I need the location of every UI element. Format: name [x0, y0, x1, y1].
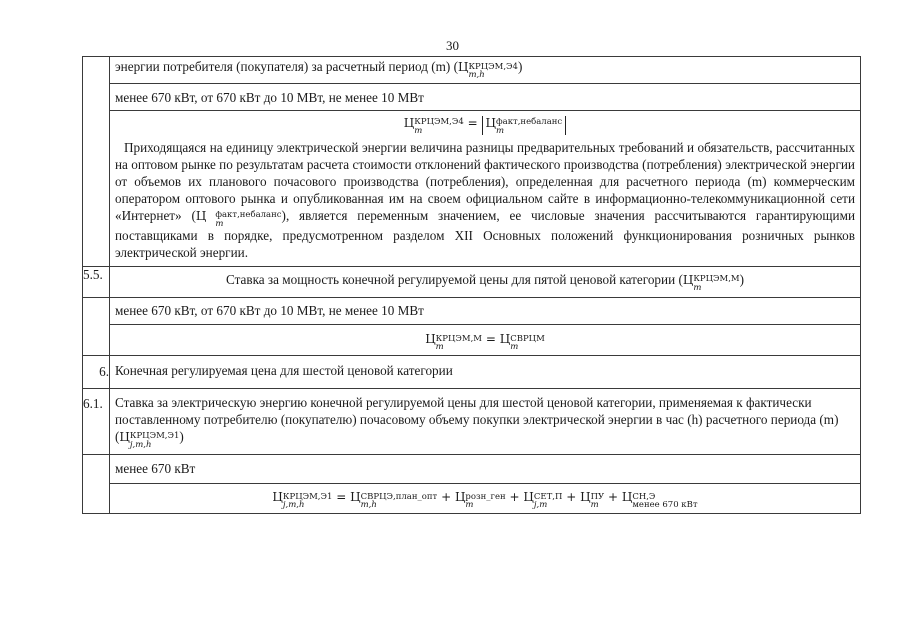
table-row	[83, 266, 861, 298]
section-heading: Конечная регулируемая цена для шестой ценовой категории	[115, 362, 453, 378]
definition-paragraph: Приходящаяся на единицу электрической энергии величина разницы предварительных требований и обязательств, рассчитанных на оптовом рынке по результатам расчета стоимости отклонений фактического производства (потребления) электрической энергии от объемов их планового почасового производства (потребления), определенная для расчетного периода (m) коммерческим оператором оптового рынка и опубликованная им на своем официальном сайте в информационно-телекоммуникационной сети «Интернет» (Ц факт,небаланс m ), является переменным значением, ее числовые значения рассчитываются гарантирующими поставщиками в порядке, предусмотренном разделом XII Основных положений функционирования розничных рынков электрической энергии.	[115, 140, 855, 260]
row-number: 6.1.	[83, 388, 110, 454]
table-cell	[110, 325, 861, 356]
table-cell	[110, 355, 861, 388]
formula-line: Ц КРЦЭМ,Э1 j,m,h = Ц СВРЦЭ,план_опт m,h + Ц розн_ген m + Ц СЕТ,П j,m + Ц ПУ m + Ц СН,Э менее 670 кВт	[272, 490, 698, 511]
table-cell	[110, 298, 861, 325]
table-row	[83, 325, 861, 356]
formula-line: Ц КРЦЭМ,Э4 m = Ц факт,небаланс m	[110, 111, 860, 138]
row-number: 6.	[83, 355, 110, 388]
row-number-cell	[83, 455, 110, 514]
table-cell	[110, 455, 861, 484]
table-row	[83, 388, 861, 454]
table-row	[83, 57, 861, 84]
row-number-cell	[83, 57, 110, 267]
power-range-text: менее 670 кВт, от 670 кВт до 10 МВт, не менее 10 МВт	[115, 303, 424, 319]
table-row	[83, 455, 861, 484]
tariff-table	[82, 56, 861, 514]
formula-symbol: Ц КРЦЭМ,Э4 m,h	[457, 60, 518, 80]
table-cell: энергии потребителя (покупателя) за расчетный период (m) (Ц КРЦЭМ,Э4 m,h )	[110, 57, 861, 84]
table-cell	[110, 110, 861, 266]
power-range-text: менее 670 кВт, от 670 кВт до 10 МВт, не менее 10 МВт	[115, 89, 424, 105]
power-range-text: менее 670 кВт	[115, 461, 196, 477]
row-number-cell	[83, 298, 110, 356]
table-row	[83, 298, 861, 325]
section-heading: Ставка за электрическую энергию конечной регулируемой цены для шестой ценовой категории, применяемая к фактически поставленному потребителю (покупателю) почасовому объему покупки электрической энергии в час (h) расчетного периода (m) (Ц КРЦЭМ,Э1 j,m,h )	[115, 394, 839, 450]
formula-line: Ц КРЦЭМ,М m = Ц СВРЦМ m	[425, 332, 545, 353]
row-number: 5.5.	[83, 266, 110, 298]
table-row	[83, 110, 861, 266]
page-number: 30	[446, 38, 459, 53]
table-cell	[110, 266, 861, 298]
table-cell	[110, 83, 861, 110]
row-text: энергии потребителя (покупателя) за расчетный период (m) (	[115, 59, 458, 74]
table-row	[83, 83, 861, 110]
table-cell	[110, 388, 861, 454]
table-row	[83, 484, 861, 514]
section-heading: Ставка за мощность конечной регулируемой цены для пятой ценовой категории (Ц КРЦЭМ,М m )	[225, 271, 745, 293]
table-row	[83, 355, 861, 388]
table-cell	[110, 484, 861, 514]
